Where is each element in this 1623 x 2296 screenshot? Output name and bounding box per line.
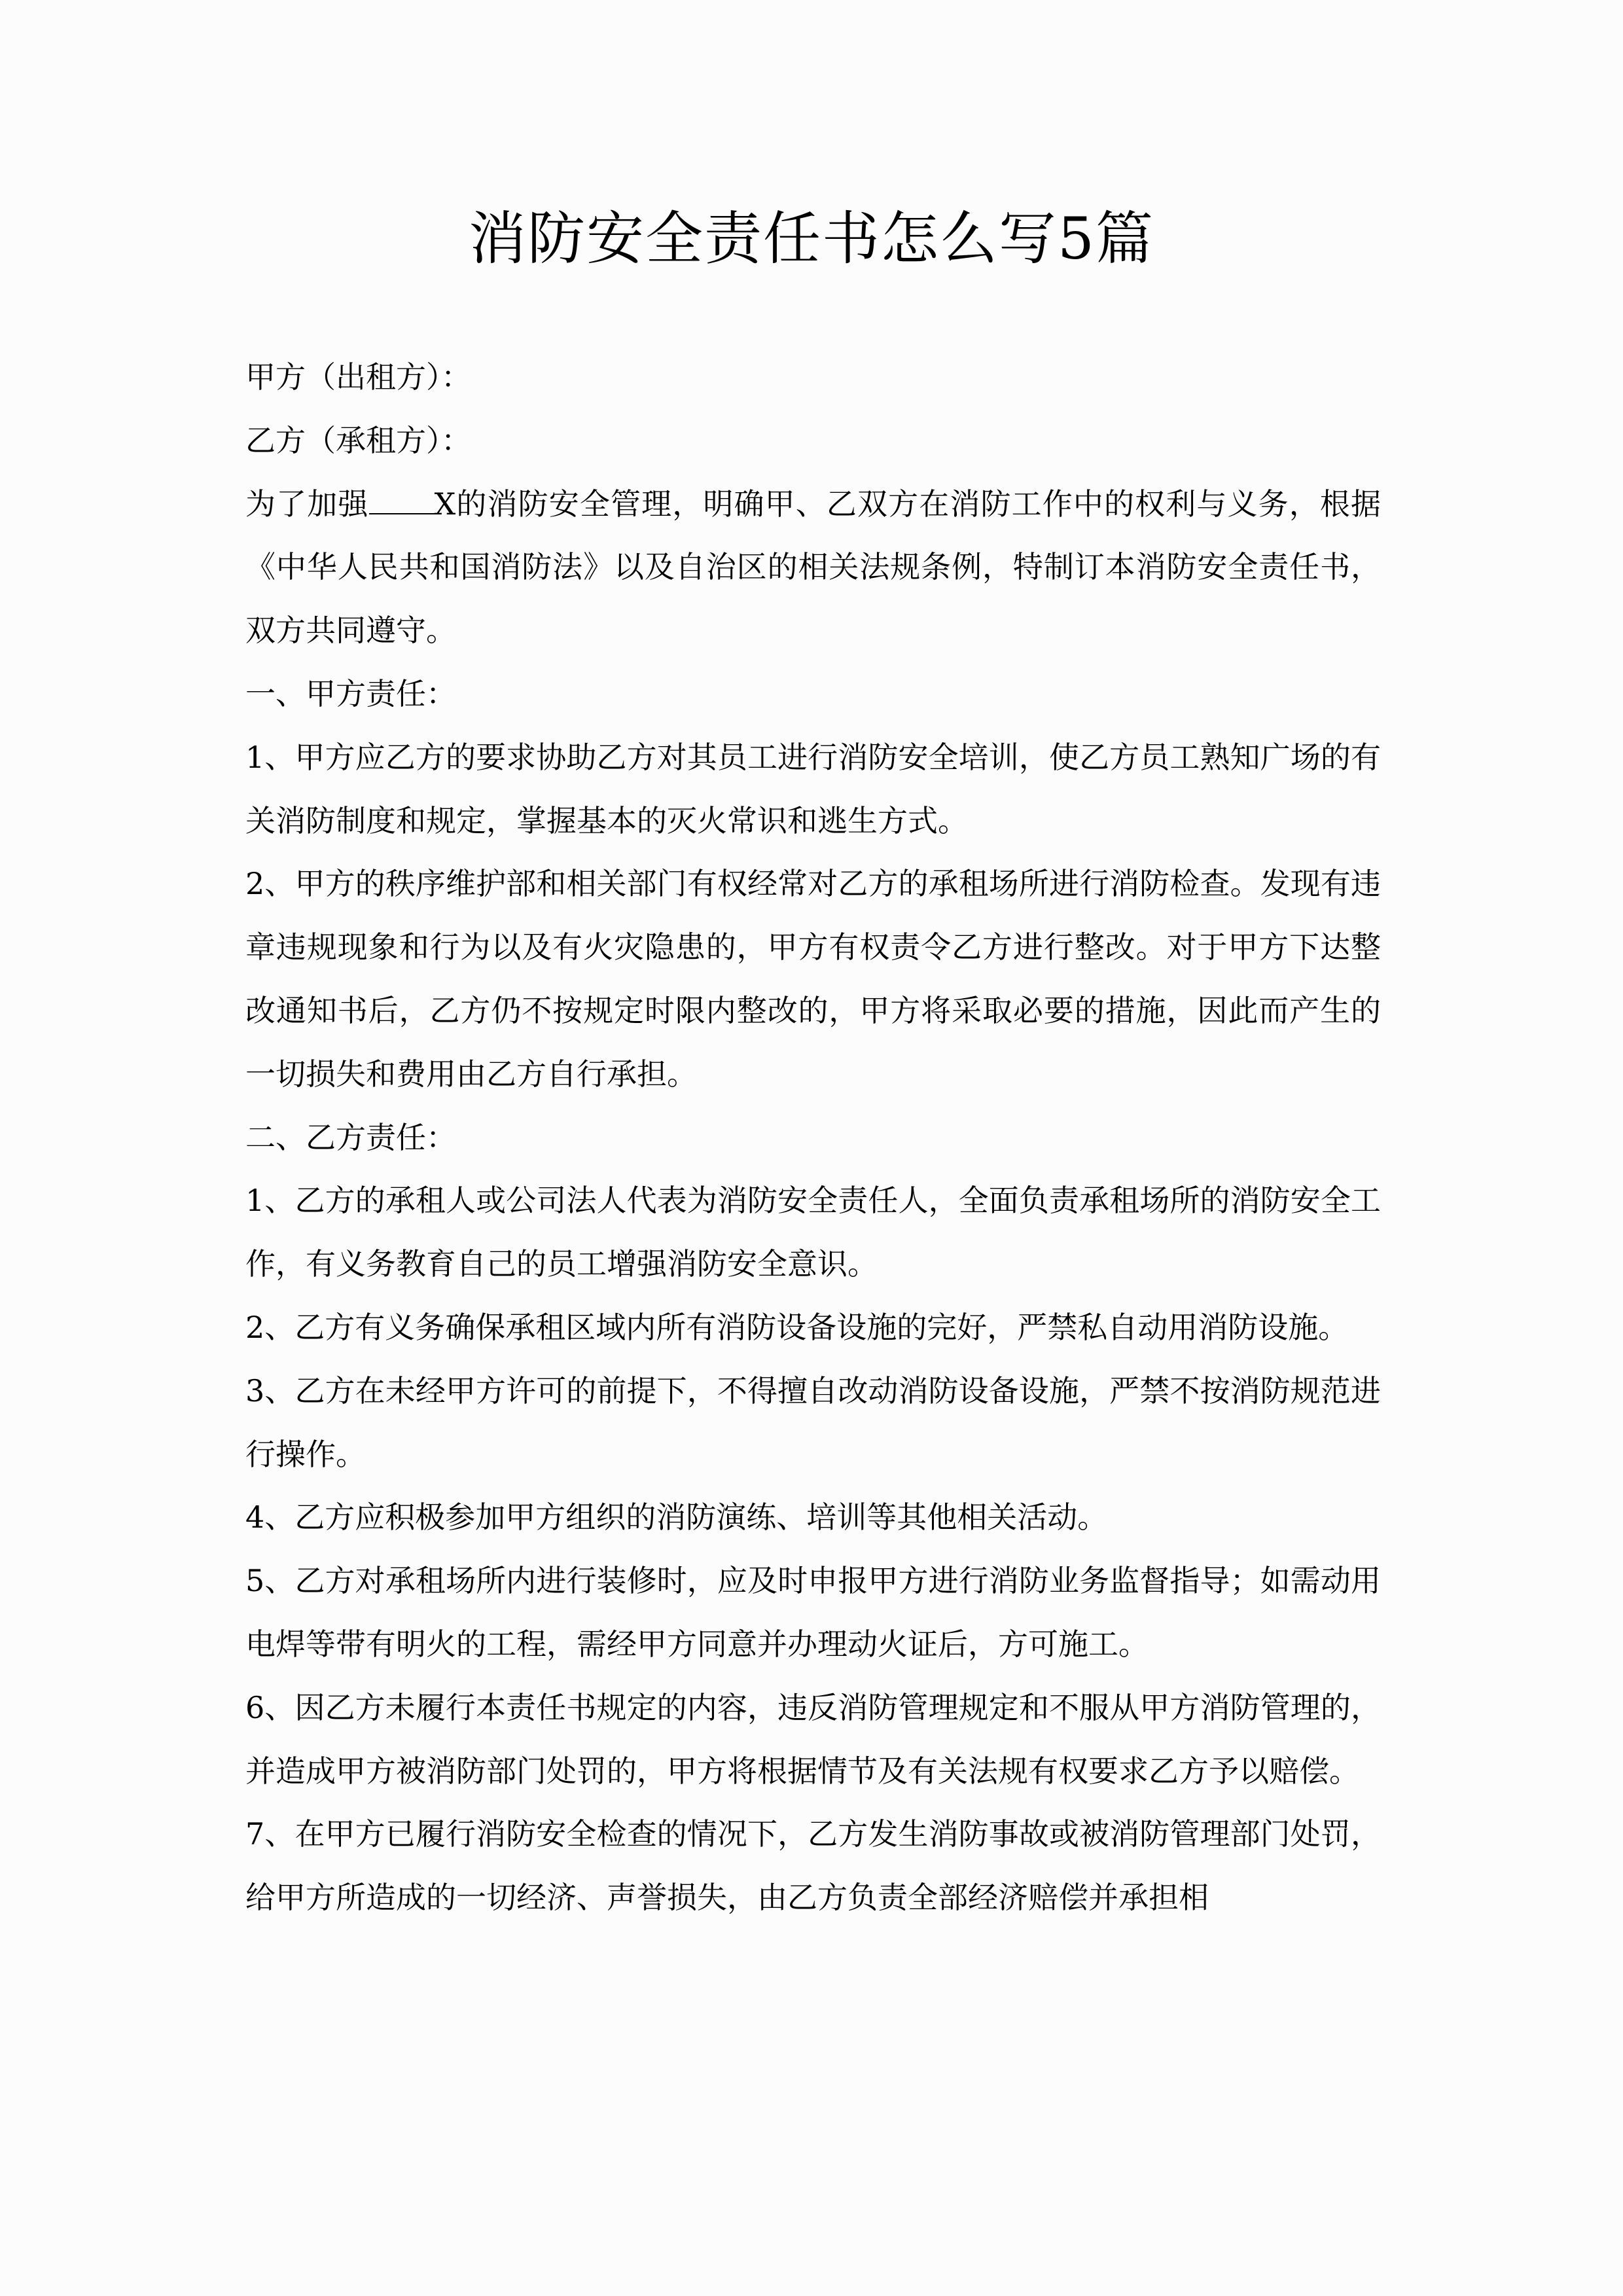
section-a-item-2: 2、甲方的秩序维护部和相关部门有权经常对乙方的承租场所进行消防检查。发现有违章违规现象和行为以及有火灾隐患的，甲方有权责令乙方进行整改。对于甲方下达整改通知书后，乙方仍不按规定时限内整改的，甲方将采取必要的措施，因此而产生的一切损失和费用由乙方自行承担。 <box>245 866 1381 1092</box>
section-b-item-3: 3、乙方在未经甲方许可的前提下，不得擅自改动消防设备设施，严禁不按消防规范进行操作。 <box>245 1372 1381 1472</box>
document-body <box>245 346 1381 1929</box>
section-b-item-1: 1、乙方的承租人或公司法人代表为消防安全责任人，全面负责承租场所的消防安全工作，有义务教育自己的员工增强消防安全意识。 <box>245 1183 1381 1282</box>
section-b-heading: 二、乙方责任： <box>245 1119 456 1155</box>
party-a-label: 甲方（出租方）： <box>245 359 471 395</box>
section-b-item-7: 7、在甲方已履行消防安全检查的情况下，乙方发生消防事故或被消防管理部门处罚，给甲方所造成的一切经济、声誉损失，由乙方负责全部经济赔偿并承担相 <box>245 1816 1381 1916</box>
section-b-item-5: 5、乙方对承租场所内进行装修时，应及时申报甲方进行消防业务监督指导；如需动用电焊等带有明火的工程，需经甲方同意并办理动火证后，方可施工。 <box>245 1563 1381 1662</box>
section-b-item-6: 6、因乙方未履行本责任书规定的内容，违反消防管理规定和不服从甲方消防管理的，并造成甲方被消防部门处罚的，甲方将根据情节及有关法规有权要求乙方予以赔偿。 <box>245 1689 1381 1789</box>
fill-in-blank <box>369 487 435 514</box>
document-title: 消防安全责任书怎么写5篇 <box>469 205 1154 272</box>
intro-paragraph <box>245 473 1381 662</box>
section-a-heading: 一、甲方责任： <box>245 675 456 711</box>
section-b-item-4: 4、乙方应积极参加甲方组织的消防演练、培训等其他相关活动。 <box>245 1499 1108 1535</box>
party-b-label: 乙方（承租方）： <box>245 422 471 458</box>
section-b-item-2: 2、乙方有义务确保承租区域内所有消防设备设施的完好，严禁私自动用消防设施。 <box>245 1309 1349 1345</box>
intro-text-before-blank: 为了加强 <box>245 486 369 522</box>
intro-text-after-blank: X的消防安全管理，明确甲、乙双方在消防工作中的权利与义务，根据《中华人民共和国消防法》以及自治区的相关法规条例，特制订本消防安全责任书，双方共同遵守。 <box>245 486 1381 649</box>
section-a-item-1: 1、甲方应乙方的要求协助乙方对其员工进行消防安全培训，使乙方员工熟知广场的有关消防制度和规定，掌握基本的灭火常识和逃生方式。 <box>245 739 1381 838</box>
